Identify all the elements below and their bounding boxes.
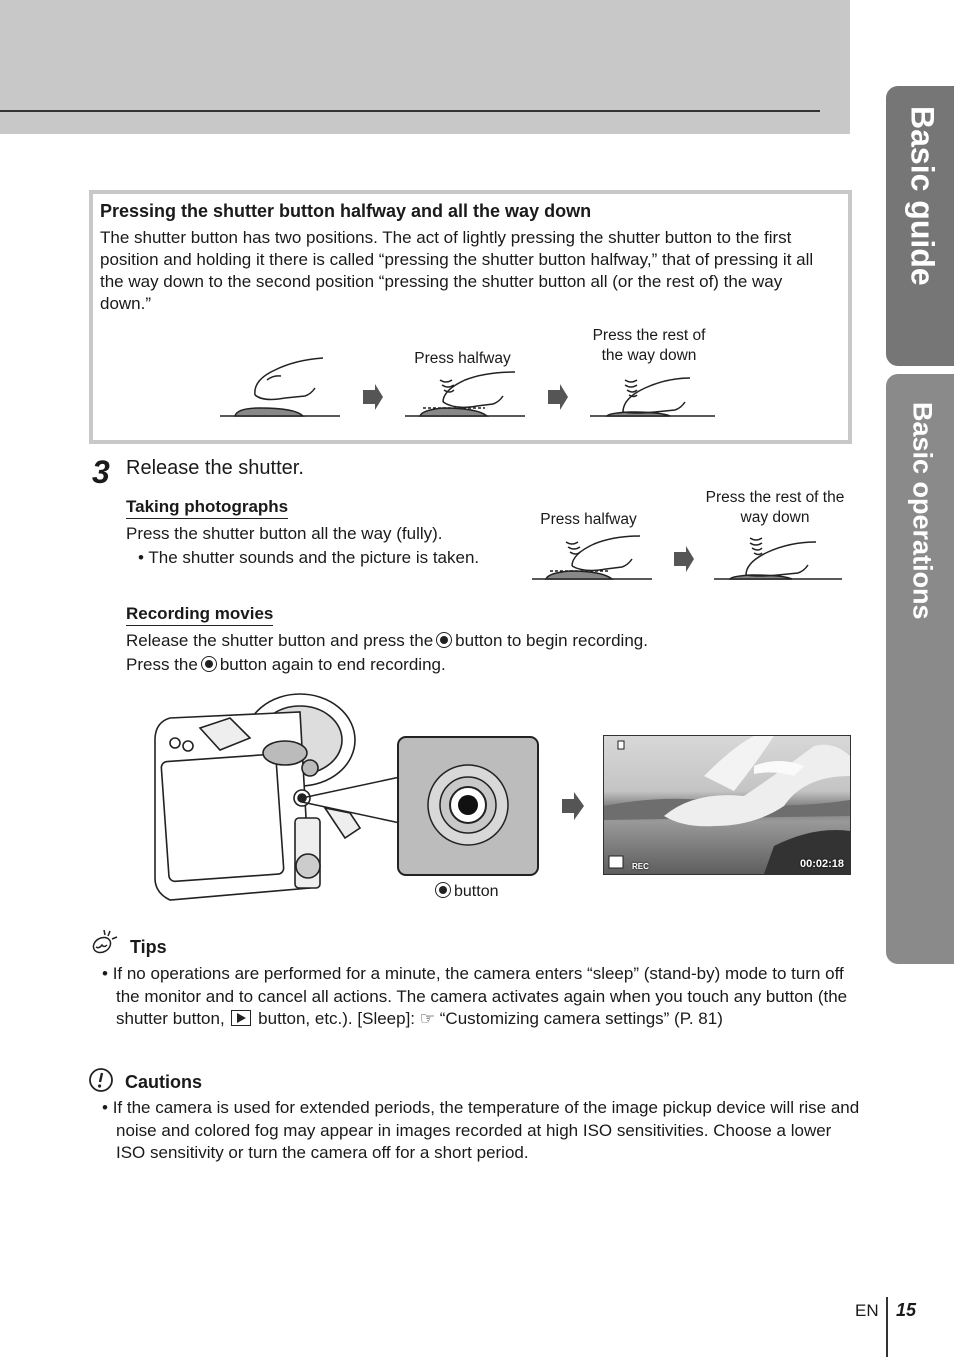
arrow-right-icon xyxy=(560,790,586,822)
movie-record-icon xyxy=(201,656,217,672)
label-press-full: Press the rest of the way down xyxy=(592,327,706,364)
movies-line1 xyxy=(126,630,648,652)
movies-heading: Recording movies xyxy=(126,604,273,626)
tab-basic-operations-label: Basic operations xyxy=(907,402,938,620)
finger-resting-icon xyxy=(220,358,340,416)
playback-icon xyxy=(231,1010,251,1026)
release-shutter-diagram xyxy=(528,526,848,586)
label-press-halfway-2: Press halfway xyxy=(540,511,637,528)
movies-line2-a: Press the xyxy=(126,655,198,674)
monitor-preview xyxy=(603,735,851,875)
arrow-right-icon xyxy=(548,384,568,410)
tab-basic-guide[interactable] xyxy=(886,86,954,366)
photos-heading: Taking photographs xyxy=(126,497,288,519)
movies-line2-b: button again to end recording. xyxy=(219,655,446,674)
callout-lines xyxy=(300,735,545,880)
step-number: 3 xyxy=(92,454,110,490)
label-press-full-2: Press the rest of the way down xyxy=(705,489,845,526)
seagull-photo xyxy=(604,736,850,874)
info-box-title: Pressing the shutter button halfway and all the way down xyxy=(100,201,592,221)
cautions-body: • If the camera is used for extended periods, the temperature of the image pickup device will rise and noise and colored fog may appear in images recorded at high ISO sensitivities. Choose a lower ISO sensitivity or turn the camera off for a short period. xyxy=(102,1098,860,1162)
movies-line2 xyxy=(126,654,446,676)
label-press-halfway: Press halfway xyxy=(414,350,511,367)
record-time: 00:02:18 xyxy=(799,858,844,870)
tab-basic-operations[interactable] xyxy=(886,374,954,964)
finger-half-icon xyxy=(405,372,525,416)
movie-button-zoom[interactable] xyxy=(458,795,478,815)
photos-bullet: • The shutter sounds and the picture is taken. xyxy=(138,548,480,567)
cautions-text: If the camera is used for extended periods, the temperature of the image pickup device will rise and noise and colored fog may appear in images recorded at high ISO sensitivities. Choose a lower ISO sensitivity or turn the camera off for a short period. xyxy=(112,1098,860,1162)
tab-basic-guide-label: Basic guide xyxy=(904,106,941,286)
tips-text-c: “Customizing camera settings” (P. 81) xyxy=(439,1009,723,1028)
button-caption xyxy=(432,881,498,903)
tips-text-b: button, etc.). [Sleep]: xyxy=(258,1009,416,1028)
arrow-right-icon xyxy=(674,546,694,572)
page-number: 15 xyxy=(896,1300,917,1320)
header-rule xyxy=(0,110,820,112)
pointing-hand-icon: ☞ xyxy=(419,1009,436,1028)
button-caption-text: button xyxy=(454,883,499,900)
arrow-right-icon xyxy=(363,384,383,410)
finger-full-icon xyxy=(590,378,715,416)
photos-bullet-text: The shutter sounds and the picture is taken. xyxy=(148,548,480,567)
tips-bulb-icon xyxy=(90,928,122,958)
info-box-body: The shutter button has two positions. The act of lightly pressing the shutter button to the first position and holding it there is called “pressing the shutter button halfway,” that of pressing it all the way down to the second position “pressing the shutter button all (or the rest of) the way down.” xyxy=(100,228,814,313)
finger-full-icon xyxy=(714,538,842,579)
step-title: Release the shutter. xyxy=(126,457,304,479)
tips-heading: Tips xyxy=(130,937,167,957)
movie-record-icon xyxy=(436,632,452,648)
rec-indicator: REC xyxy=(632,862,649,871)
tips-text-a: If no operations are performed for a minute, the camera enters “sleep” (stand-by) mode to turn off the monitor and to cancel all actions. The camera activates again when you touch any button (the shutter button, xyxy=(112,964,848,1028)
cautions-heading: Cautions xyxy=(125,1072,203,1092)
movies-line1-a: Release the shutter button and press the xyxy=(126,631,434,650)
shutter-press-diagram xyxy=(215,350,725,430)
movie-record-icon xyxy=(435,882,451,898)
footer-divider xyxy=(886,1297,888,1357)
photos-text: Press the shutter button all the way (fully). xyxy=(126,524,443,543)
language-label: EN xyxy=(855,1301,879,1320)
tips-body: • If no operations are performed for a minute, the camera enters “sleep” (stand-by) mode to turn off the monitor and to cancel all actions. The camera activates again when you touch any button (the shutter button, button, etc.). [Sleep]: ☞ “Customizing camera settings” (P. 81) xyxy=(102,964,848,1028)
finger-half-icon xyxy=(532,536,652,579)
movies-line1-b: button to begin recording. xyxy=(455,631,648,650)
caution-icon xyxy=(88,1067,116,1093)
header-band xyxy=(0,0,850,134)
